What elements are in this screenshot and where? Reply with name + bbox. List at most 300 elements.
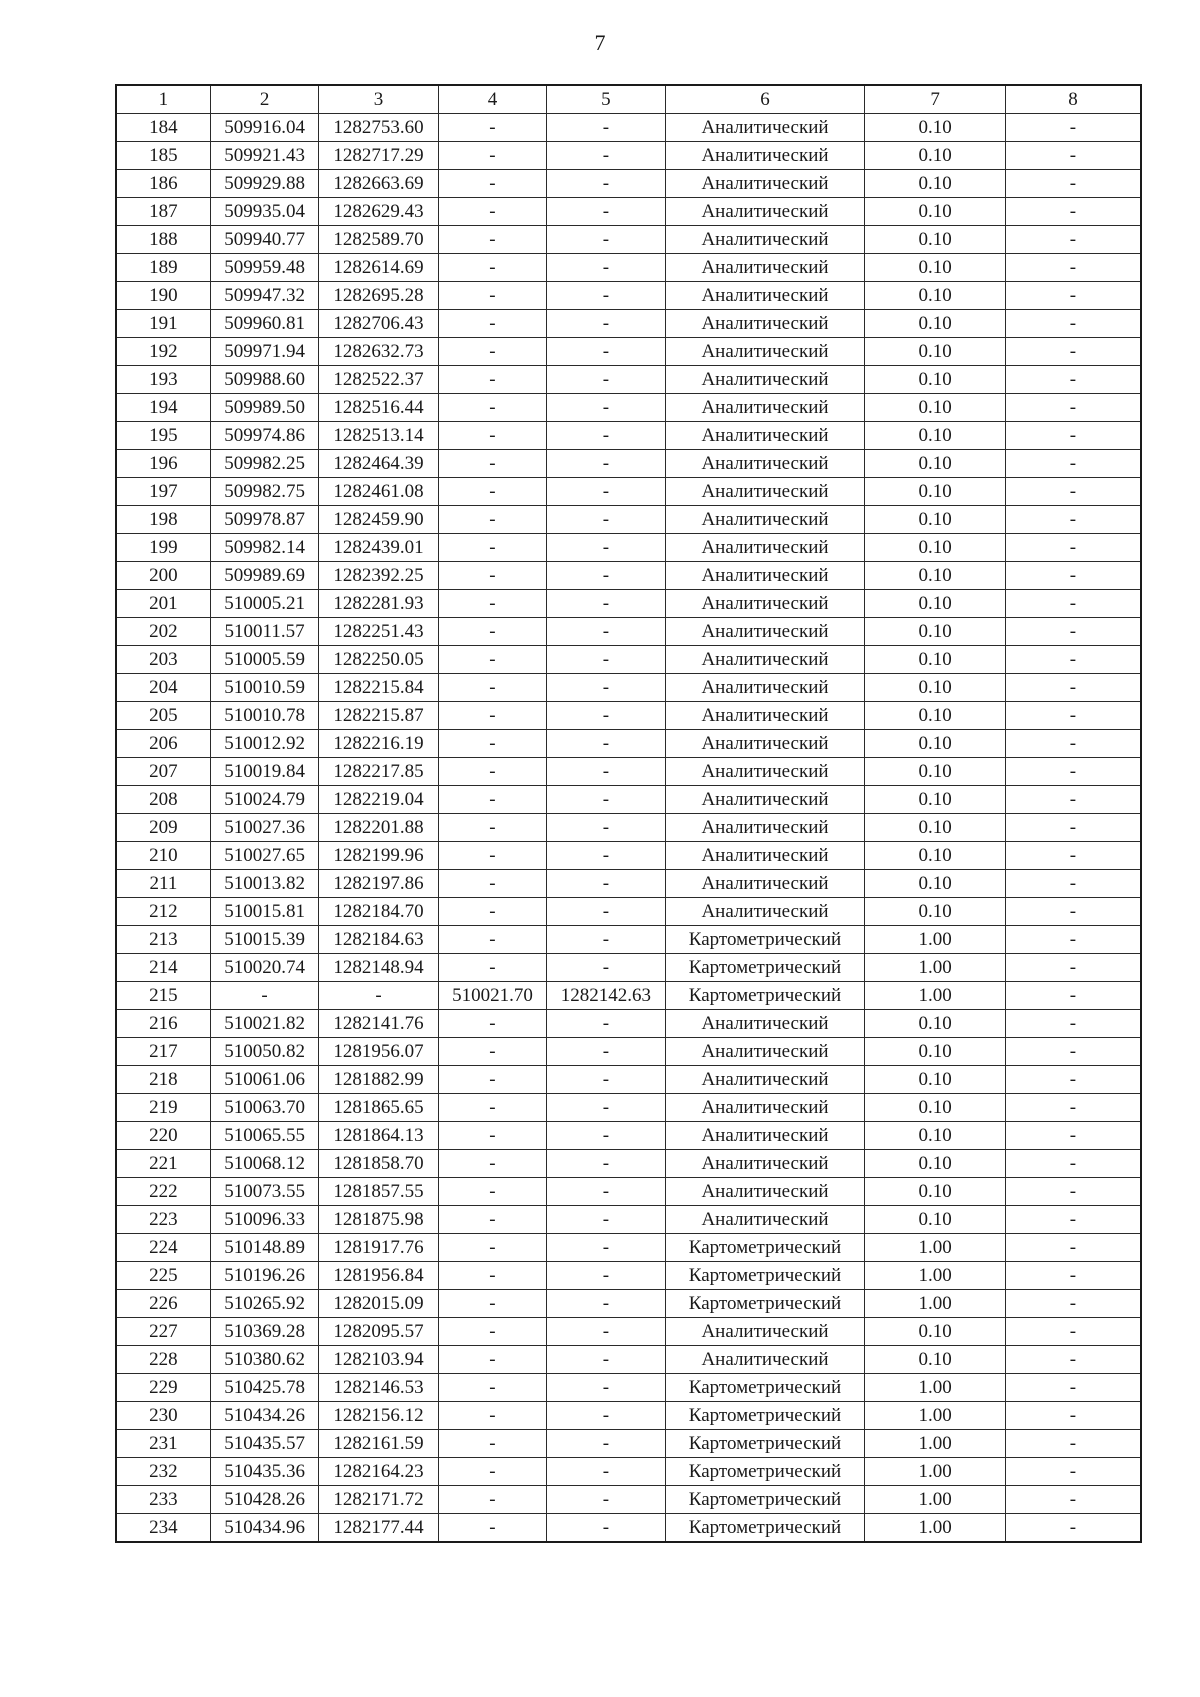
table-cell: 1.00 [865, 1458, 1006, 1486]
table-cell: - [547, 254, 665, 282]
table-cell: 196 [116, 450, 210, 478]
table-cell: 228 [116, 1346, 210, 1374]
table-cell: 1282148.94 [319, 954, 438, 982]
table-cell: 1282217.85 [319, 758, 438, 786]
table-cell: - [547, 730, 665, 758]
table-cell: - [547, 590, 665, 618]
table-cell: - [1005, 1458, 1141, 1486]
table-cell: 509921.43 [210, 142, 318, 170]
table-cell: 510013.82 [210, 870, 318, 898]
table-row [116, 534, 1141, 562]
table-cell: 215 [116, 982, 210, 1010]
table-row [116, 450, 1141, 478]
table-row [116, 282, 1141, 310]
table-cell: 1282146.53 [319, 1374, 438, 1402]
table-cell: Аналитический [665, 842, 865, 870]
table-row [116, 982, 1141, 1010]
table-cell: 0.10 [865, 1010, 1006, 1038]
table-cell: 213 [116, 926, 210, 954]
table-cell: 1282706.43 [319, 310, 438, 338]
table-cell: - [1005, 590, 1141, 618]
table-cell: - [438, 338, 546, 366]
column-header: 2 [210, 85, 318, 114]
table-cell: - [438, 1234, 546, 1262]
table-cell: 189 [116, 254, 210, 282]
table-cell: - [438, 730, 546, 758]
table-cell: 0.10 [865, 506, 1006, 534]
table-cell: Аналитический [665, 254, 865, 282]
table-cell: - [547, 506, 665, 534]
table-cell: - [1005, 1290, 1141, 1318]
table-cell: 223 [116, 1206, 210, 1234]
table-cell: 510434.96 [210, 1514, 318, 1543]
table-cell: 0.10 [865, 1178, 1006, 1206]
table-cell: 1282663.69 [319, 170, 438, 198]
table-cell: Аналитический [665, 366, 865, 394]
table-cell: - [547, 954, 665, 982]
table-cell: 0.10 [865, 394, 1006, 422]
table-cell: 1282215.84 [319, 674, 438, 702]
table-cell: - [1005, 562, 1141, 590]
table-cell: - [438, 170, 546, 198]
table-cell: 1282216.19 [319, 730, 438, 758]
table-cell: Аналитический [665, 282, 865, 310]
table-row [116, 1318, 1141, 1346]
table-cell: 0.10 [865, 1150, 1006, 1178]
table-cell: 1.00 [865, 1514, 1006, 1543]
table-row [116, 1514, 1141, 1543]
table-cell: 510061.06 [210, 1066, 318, 1094]
table-cell: 1282516.44 [319, 394, 438, 422]
table-cell: Аналитический [665, 702, 865, 730]
column-header: 7 [865, 85, 1006, 114]
table-cell: 509982.25 [210, 450, 318, 478]
table-cell: 0.10 [865, 1346, 1006, 1374]
table-row [116, 1262, 1141, 1290]
table-cell: - [438, 198, 546, 226]
table-cell: 1281857.55 [319, 1178, 438, 1206]
table-cell: 509959.48 [210, 254, 318, 282]
table-cell: - [547, 226, 665, 254]
table-cell: - [1005, 898, 1141, 926]
table-cell: - [1005, 1318, 1141, 1346]
table-cell: 1.00 [865, 1234, 1006, 1262]
table-cell: 1.00 [865, 1290, 1006, 1318]
table-cell: 0.10 [865, 338, 1006, 366]
table-cell: Картометрический [665, 1374, 865, 1402]
table-cell: 1282753.60 [319, 114, 438, 142]
table-cell: 1.00 [865, 954, 1006, 982]
table-cell: Аналитический [665, 590, 865, 618]
table-row [116, 702, 1141, 730]
table-row [116, 786, 1141, 814]
table-cell: - [438, 590, 546, 618]
table-row [116, 170, 1141, 198]
table-cell: 510380.62 [210, 1346, 318, 1374]
table-row [116, 898, 1141, 926]
table-cell: 510425.78 [210, 1374, 318, 1402]
table-row [116, 842, 1141, 870]
table-cell: Картометрический [665, 1290, 865, 1318]
table-row [116, 1486, 1141, 1514]
table-cell: - [438, 506, 546, 534]
table-cell: 510011.57 [210, 618, 318, 646]
table-cell: Аналитический [665, 1066, 865, 1094]
table-cell: - [438, 1066, 546, 1094]
table-cell: - [1005, 1234, 1141, 1262]
table-cell: 225 [116, 1262, 210, 1290]
table-cell: - [547, 1486, 665, 1514]
table-cell: 510435.57 [210, 1430, 318, 1458]
table-cell: - [547, 1234, 665, 1262]
table-cell: - [1005, 1178, 1141, 1206]
table-cell: 509940.77 [210, 226, 318, 254]
table-cell: 510063.70 [210, 1094, 318, 1122]
table-cell: 509929.88 [210, 170, 318, 198]
table-cell: - [547, 114, 665, 142]
table-cell: - [438, 534, 546, 562]
table-cell: - [547, 702, 665, 730]
table-cell: Аналитический [665, 506, 865, 534]
table-cell: - [547, 1066, 665, 1094]
table-cell: - [547, 842, 665, 870]
table-header-row [116, 85, 1141, 114]
table-cell: - [438, 898, 546, 926]
table-cell: 193 [116, 366, 210, 394]
table-cell: - [1005, 1514, 1141, 1543]
table-cell: - [547, 1206, 665, 1234]
table-cell: 1282439.01 [319, 534, 438, 562]
table-cell: 510005.21 [210, 590, 318, 618]
table-cell: - [547, 1458, 665, 1486]
table-cell: 1282184.70 [319, 898, 438, 926]
table-cell: 195 [116, 422, 210, 450]
column-header: 3 [319, 85, 438, 114]
table-cell: 0.10 [865, 282, 1006, 310]
table-cell: 510428.26 [210, 1486, 318, 1514]
table-cell: 218 [116, 1066, 210, 1094]
table-cell: 509978.87 [210, 506, 318, 534]
table-cell: - [1005, 1374, 1141, 1402]
table-cell: 510068.12 [210, 1150, 318, 1178]
table-cell: - [438, 366, 546, 394]
table-cell: Аналитический [665, 1150, 865, 1178]
table-cell: - [547, 1094, 665, 1122]
table-row [116, 142, 1141, 170]
table-row [116, 1346, 1141, 1374]
table-cell: - [547, 1122, 665, 1150]
table-row [116, 590, 1141, 618]
table-cell: - [1005, 394, 1141, 422]
page-number: 7 [594, 30, 606, 55]
table-cell: 510019.84 [210, 758, 318, 786]
table-cell: - [1005, 730, 1141, 758]
table-cell: - [547, 310, 665, 338]
table-cell: 1281956.07 [319, 1038, 438, 1066]
table-cell: - [319, 982, 438, 1010]
table-cell: 0.10 [865, 142, 1006, 170]
table-cell: 194 [116, 394, 210, 422]
table-cell: Аналитический [665, 534, 865, 562]
table-cell: - [1005, 1094, 1141, 1122]
table-cell: 510050.82 [210, 1038, 318, 1066]
table-cell: Картометрический [665, 1458, 865, 1486]
table-cell: 227 [116, 1318, 210, 1346]
table-cell: Картометрический [665, 1262, 865, 1290]
table-cell: - [438, 450, 546, 478]
table-cell: - [547, 1514, 665, 1543]
table-cell: Аналитический [665, 478, 865, 506]
table-cell: Аналитический [665, 142, 865, 170]
table-row [116, 1038, 1141, 1066]
table-cell: - [438, 618, 546, 646]
table-cell: 211 [116, 870, 210, 898]
table-cell: - [438, 786, 546, 814]
table-cell: - [547, 142, 665, 170]
table-cell: - [438, 1458, 546, 1486]
table-cell: 1.00 [865, 1486, 1006, 1514]
table-cell: - [438, 758, 546, 786]
table-row [116, 422, 1141, 450]
table-cell: 190 [116, 282, 210, 310]
table-cell: - [547, 1402, 665, 1430]
table-cell: - [438, 702, 546, 730]
table-row [116, 1010, 1141, 1038]
table-cell: - [1005, 1262, 1141, 1290]
table-cell: 192 [116, 338, 210, 366]
table-cell: - [547, 870, 665, 898]
table-cell: - [438, 1514, 546, 1543]
table-cell: Аналитический [665, 786, 865, 814]
table-cell: Аналитический [665, 338, 865, 366]
table-cell: - [547, 1290, 665, 1318]
table-cell: - [547, 534, 665, 562]
table-cell: 1282614.69 [319, 254, 438, 282]
table-cell: 185 [116, 142, 210, 170]
column-header: 1 [116, 85, 210, 114]
table-cell: 0.10 [865, 786, 1006, 814]
table-row [116, 1402, 1141, 1430]
table-cell: - [438, 114, 546, 142]
table-cell: 1282103.94 [319, 1346, 438, 1374]
column-header: 6 [665, 85, 865, 114]
table-row [116, 758, 1141, 786]
table-cell: - [438, 422, 546, 450]
table-cell: - [1005, 814, 1141, 842]
table-cell: 510027.36 [210, 814, 318, 842]
table-cell: - [438, 1402, 546, 1430]
table-cell: 510369.28 [210, 1318, 318, 1346]
table-cell: 0.10 [865, 170, 1006, 198]
table-cell: 1282095.57 [319, 1318, 438, 1346]
table-cell: 510073.55 [210, 1178, 318, 1206]
table-cell: - [1005, 1346, 1141, 1374]
table-cell: 202 [116, 618, 210, 646]
table-cell: 0.10 [865, 534, 1006, 562]
table-row [116, 1066, 1141, 1094]
table-cell: 0.10 [865, 618, 1006, 646]
table-cell: 0.10 [865, 1094, 1006, 1122]
table-cell: Картометрический [665, 1514, 865, 1543]
table-cell: 1.00 [865, 926, 1006, 954]
table-cell: - [438, 562, 546, 590]
table-row [116, 338, 1141, 366]
table-row [116, 954, 1141, 982]
table-row [116, 394, 1141, 422]
table-cell: 217 [116, 1038, 210, 1066]
table-cell: 191 [116, 310, 210, 338]
table-cell: - [1005, 870, 1141, 898]
table-cell: - [1005, 142, 1141, 170]
table-cell: 510015.39 [210, 926, 318, 954]
table-row [116, 254, 1141, 282]
table-cell: - [438, 310, 546, 338]
table-cell: - [547, 198, 665, 226]
table-cell: Аналитический [665, 618, 865, 646]
table-cell: 1282141.76 [319, 1010, 438, 1038]
table-cell: 212 [116, 898, 210, 926]
table-row [116, 814, 1141, 842]
table-cell: 206 [116, 730, 210, 758]
table-cell: 0.10 [865, 1318, 1006, 1346]
table-cell: Картометрический [665, 954, 865, 982]
table-cell: 0.10 [865, 590, 1006, 618]
table-cell: 1281864.13 [319, 1122, 438, 1150]
table-cell: - [438, 1038, 546, 1066]
table-cell: - [547, 1178, 665, 1206]
table-cell: Картометрический [665, 982, 865, 1010]
table-cell: Аналитический [665, 870, 865, 898]
table-cell: 200 [116, 562, 210, 590]
column-header: 5 [547, 85, 665, 114]
table-row [116, 1374, 1141, 1402]
table-cell: Аналитический [665, 198, 865, 226]
table-cell: - [547, 478, 665, 506]
table-cell: 1281858.70 [319, 1150, 438, 1178]
table-cell: - [438, 1290, 546, 1318]
table-cell: 1282632.73 [319, 338, 438, 366]
table-cell: Аналитический [665, 1122, 865, 1150]
table-cell: 201 [116, 590, 210, 618]
table-cell: Аналитический [665, 422, 865, 450]
table-cell: - [547, 450, 665, 478]
table-cell: - [438, 814, 546, 842]
table-cell: 1282142.63 [547, 982, 665, 1010]
table-cell: Аналитический [665, 1206, 865, 1234]
table-cell: 509974.86 [210, 422, 318, 450]
table-cell: 510148.89 [210, 1234, 318, 1262]
table-cell: Аналитический [665, 226, 865, 254]
table-row [116, 730, 1141, 758]
table-cell: 0.10 [865, 422, 1006, 450]
table-cell: - [438, 254, 546, 282]
table-cell: 1282215.87 [319, 702, 438, 730]
table-cell: - [1005, 198, 1141, 226]
table-cell: 510065.55 [210, 1122, 318, 1150]
table-cell: - [547, 926, 665, 954]
table-cell: 222 [116, 1178, 210, 1206]
table-cell: - [438, 1318, 546, 1346]
table-cell: 220 [116, 1122, 210, 1150]
table-cell: 510024.79 [210, 786, 318, 814]
table-cell: 509989.50 [210, 394, 318, 422]
table-row [116, 1430, 1141, 1458]
table-cell: 1.00 [865, 1262, 1006, 1290]
table-cell: - [1005, 422, 1141, 450]
table-cell: 1282589.70 [319, 226, 438, 254]
table-cell: Аналитический [665, 814, 865, 842]
table-cell: - [438, 1122, 546, 1150]
table-cell: 0.10 [865, 1206, 1006, 1234]
table-cell: Аналитический [665, 898, 865, 926]
table-cell: Аналитический [665, 1010, 865, 1038]
table-cell: - [547, 1346, 665, 1374]
table-cell: 1282392.25 [319, 562, 438, 590]
table-cell: - [438, 394, 546, 422]
table-cell: 509935.04 [210, 198, 318, 226]
table-cell: 0.10 [865, 1066, 1006, 1094]
table-cell: 198 [116, 506, 210, 534]
table-cell: Картометрический [665, 1234, 865, 1262]
table-row [116, 198, 1141, 226]
table-cell: Аналитический [665, 1318, 865, 1346]
table-cell: 1282251.43 [319, 618, 438, 646]
table-cell: 0.10 [865, 478, 1006, 506]
table-cell: - [1005, 1430, 1141, 1458]
table-cell: - [1005, 1038, 1141, 1066]
table-cell: 509982.75 [210, 478, 318, 506]
table-cell: 205 [116, 702, 210, 730]
table-cell: - [438, 1178, 546, 1206]
table-cell: 509916.04 [210, 114, 318, 142]
table-cell: - [547, 1374, 665, 1402]
table-cell: - [438, 646, 546, 674]
table-cell: 510096.33 [210, 1206, 318, 1234]
table-cell: - [547, 674, 665, 702]
table-cell: - [438, 1010, 546, 1038]
table-cell: Аналитический [665, 1094, 865, 1122]
table-cell: 1282281.93 [319, 590, 438, 618]
table-cell: - [210, 982, 318, 1010]
table-cell: 0.10 [865, 450, 1006, 478]
table-cell: 510265.92 [210, 1290, 318, 1318]
table-cell: - [547, 646, 665, 674]
table-cell: - [438, 1374, 546, 1402]
table-cell: - [438, 1206, 546, 1234]
table-cell: - [438, 674, 546, 702]
table-cell: - [1005, 170, 1141, 198]
table-cell: - [1005, 618, 1141, 646]
table-cell: - [438, 1430, 546, 1458]
table-row [116, 506, 1141, 534]
table-cell: - [1005, 310, 1141, 338]
table-cell: 510010.59 [210, 674, 318, 702]
table-cell: 1282219.04 [319, 786, 438, 814]
table-cell: 509989.69 [210, 562, 318, 590]
table-cell: 232 [116, 1458, 210, 1486]
table-cell: - [547, 170, 665, 198]
table-cell: - [438, 842, 546, 870]
table-cell: 510021.82 [210, 1010, 318, 1038]
table-cell: - [438, 282, 546, 310]
table-cell: 509982.14 [210, 534, 318, 562]
table-cell: Аналитический [665, 1178, 865, 1206]
table-cell: 510010.78 [210, 702, 318, 730]
table-cell: 199 [116, 534, 210, 562]
table-cell: Аналитический [665, 114, 865, 142]
table-cell: - [547, 338, 665, 366]
table-cell: - [1005, 366, 1141, 394]
